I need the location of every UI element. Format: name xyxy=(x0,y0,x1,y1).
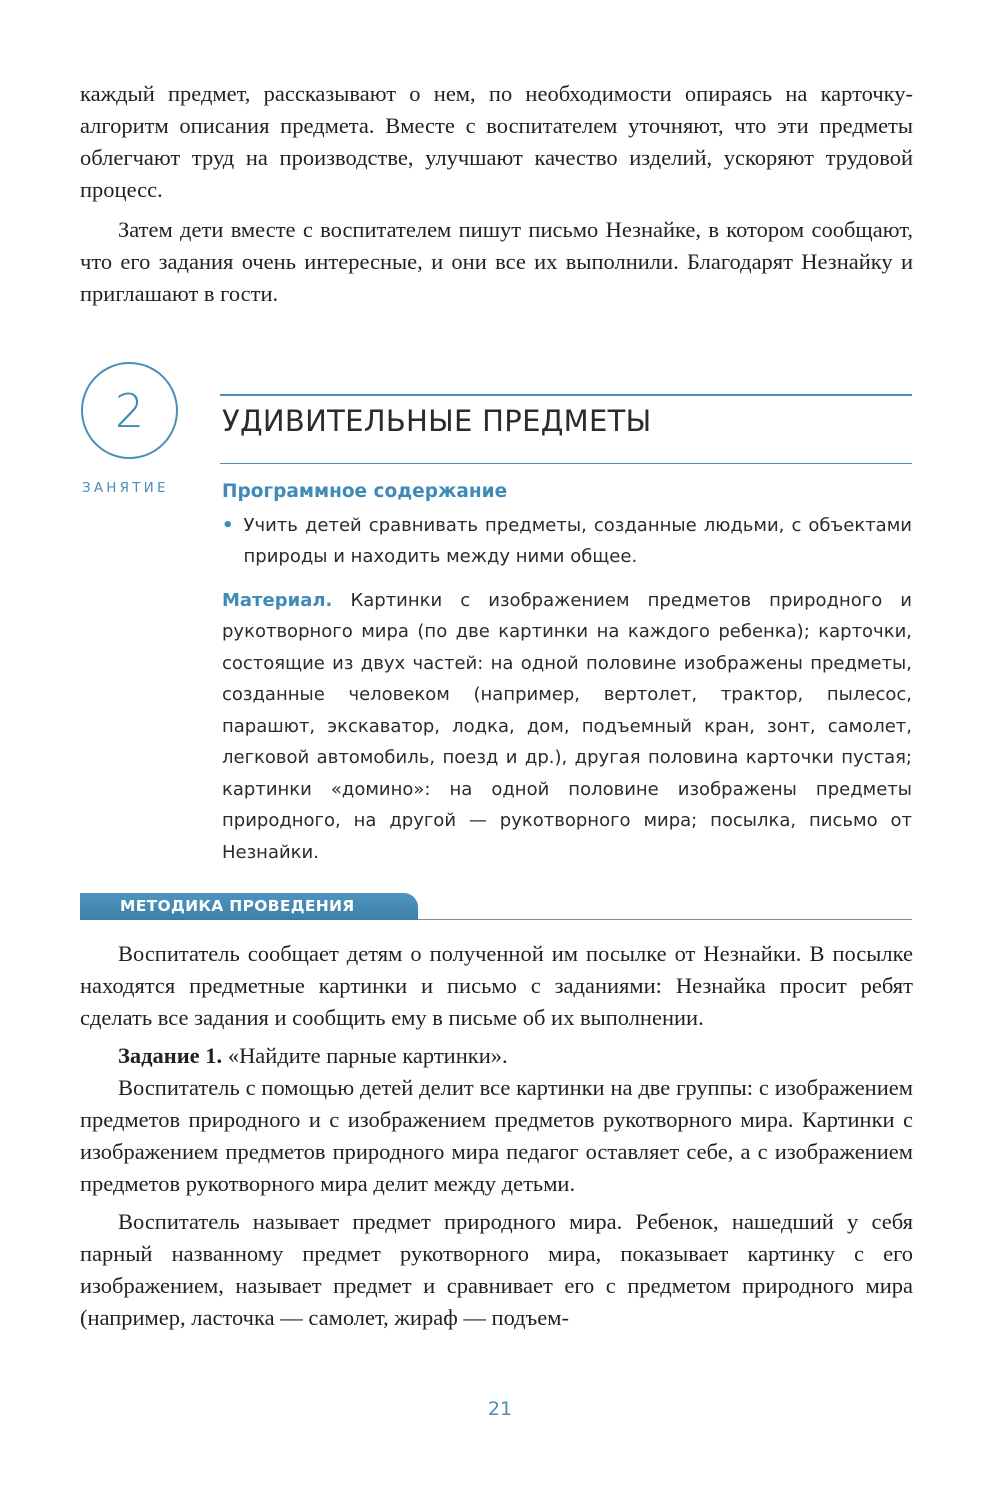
program-item xyxy=(222,510,912,573)
method-text xyxy=(80,938,913,1334)
lesson-number-circle xyxy=(81,362,178,459)
page-number: 21 xyxy=(487,1398,513,1420)
intro-text xyxy=(80,78,913,310)
lesson-title: УДИВИТЕЛЬНЫЕ ПРЕДМЕТЫ xyxy=(222,404,652,438)
task-text: «Найдите парные картинки». xyxy=(222,1043,508,1068)
task-label: Задание 1. xyxy=(118,1043,223,1068)
intro-paragraph-2: Затем дети вместе с воспитателем пишут письмо Незнайке, в котором сообщают, что его задания очень интересные, и они все их выполнили. Благодарят Незнайку и приглашают в гости. xyxy=(80,217,913,306)
material-paragraph xyxy=(222,585,912,869)
task-line xyxy=(80,1040,913,1072)
method-paragraph-2: Воспитатель с помощью детей делит все картинки на две группы: с изображением предметов природного и с изображением предметов рукотворного мира. Картинки с изображением предметов природного мира педагог оставляет себе, а с изображением предметов рукотворного мира делит между детьми. xyxy=(80,1075,913,1196)
program-section xyxy=(222,476,912,868)
lesson-label: ЗАНЯТИЕ xyxy=(82,480,169,496)
program-item-text: Учить детей сравнивать предметы, созданные людьми, с объектами природы и находить между ними общее. xyxy=(243,514,912,567)
title-top-rule xyxy=(220,394,912,396)
lesson-number: 2 xyxy=(114,383,145,438)
material-label: Материал. xyxy=(222,589,333,611)
method-banner: МЕТОДИКА ПРОВЕДЕНИЯ xyxy=(80,893,418,920)
intro-paragraph-1: каждый предмет, рассказывают о нем, по необходимости опираясь на карточку-алгоритм описания предмета. Вместе с воспитателем уточняют, что эти предметы облегчают труд на производстве, улучшают качество изделий, ускоряют трудовой процесс. xyxy=(80,81,913,202)
material-text: Картинки с изображением предметов природного и рукотворного мира (по две картинки на каждого ребенка); карточки, состоящие из двух частей: на одной половине изображены предметы, созданные человеком (например, вертолет, трактор, пылесос, парашют, экскаватор, лодка, дом, подъемный кран, зонт, самолет, легковой автомобиль, поезд и др.), другая половина карточки пустая; картинки «домино»: на одной половине изображены предметы природного, на другой — рукотворного мира; посылка, письмо от Незнайки. xyxy=(222,589,912,863)
bullet-icon: • xyxy=(222,514,234,536)
method-paragraph-3: Воспитатель называет предмет природного мира. Ребенок, нашедший у себя парный названному предмет рукотворного мира, показывает картинку с его изображением, называет предмет и сравнивает его с предметом природного мира (например, ласточка — самолет, жираф — подъем- xyxy=(80,1209,913,1330)
method-paragraph-1: Воспитатель сообщает детям о полученной им посылке от Незнайки. В посылке находятся предметные картинки и письмо с заданиями: Незнайка просит ребят сделать все задания и сообщить ему в письме об их выполнении. xyxy=(80,941,913,1030)
program-heading: Программное содержание xyxy=(222,481,508,502)
title-bottom-rule xyxy=(220,463,912,464)
